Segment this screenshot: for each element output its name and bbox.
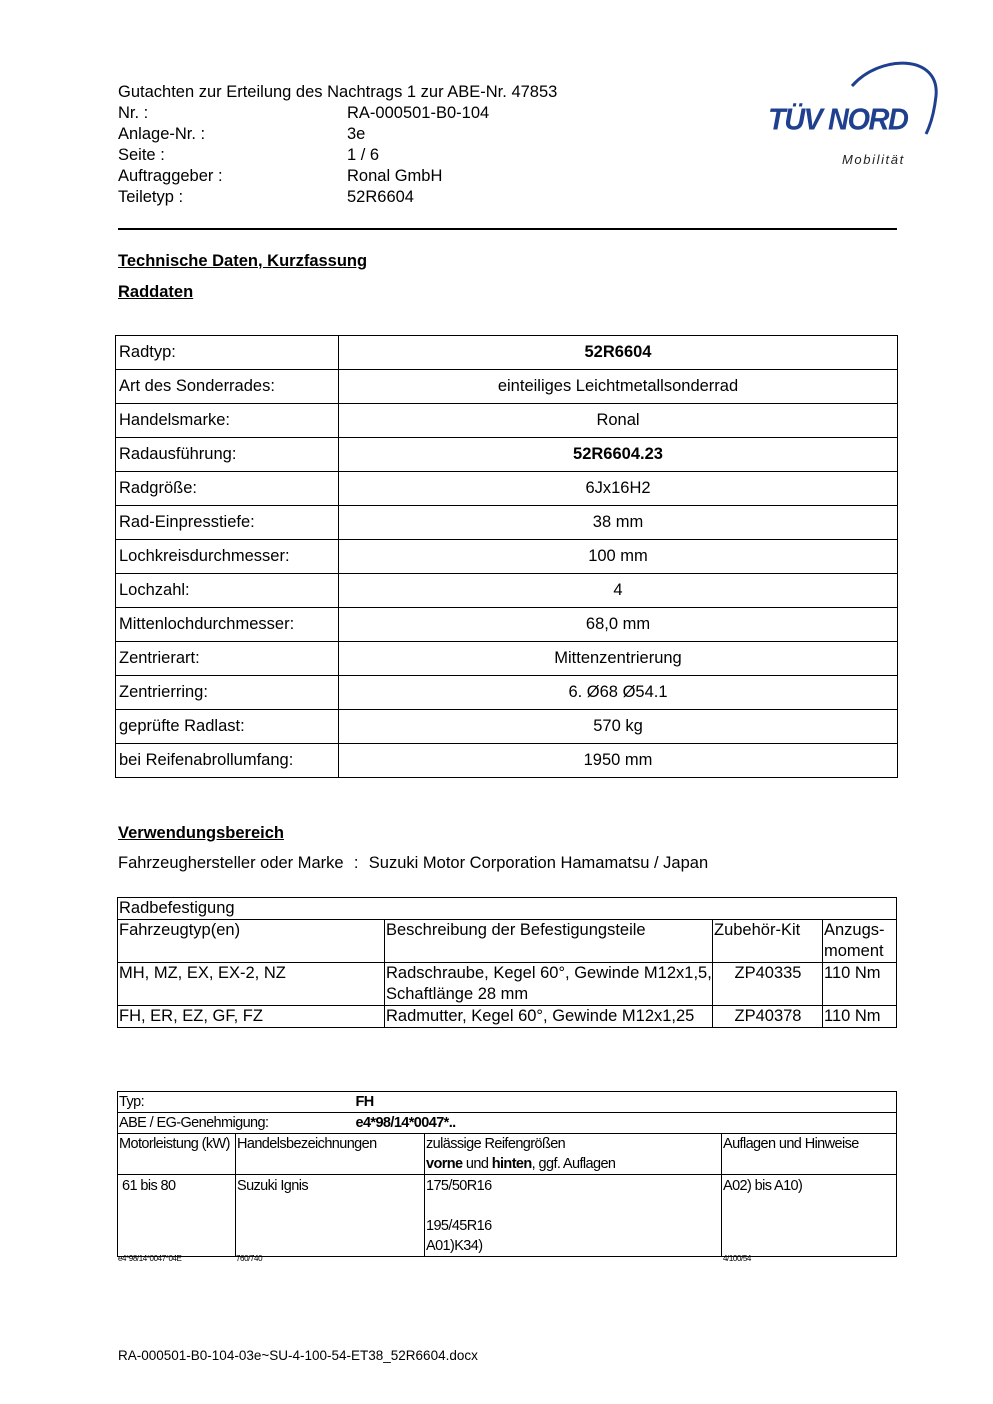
row-value: Ronal	[339, 404, 898, 438]
header-value: 52R6604	[347, 188, 414, 206]
empty-cell	[425, 1092, 897, 1113]
document-header	[118, 82, 557, 208]
reifen-auflagen: A01)K34)	[426, 1238, 483, 1254]
tuev-nord-logo	[760, 56, 942, 176]
row-label: Radtyp:	[116, 336, 339, 370]
header-row-seite	[118, 145, 557, 166]
table-row	[118, 1092, 897, 1113]
typ-label-text: Typ:	[119, 1094, 144, 1110]
column-header: Beschreibung der Befestigungsteile	[385, 920, 713, 963]
zubehoer-kit-cell: ZP40378	[713, 1006, 823, 1028]
column-header: Zubehör-Kit	[713, 920, 823, 963]
heading-raddaten: Raddaten	[118, 283, 194, 301]
fahrzeughersteller-line	[118, 854, 708, 873]
row-value: 38 mm	[339, 506, 898, 540]
reifen-header-rest: , ggf. Auflagen	[531, 1156, 616, 1172]
heading-verwendungsbereich: Verwendungsbereich	[118, 824, 284, 842]
column-header: Motorleistung (kW)	[118, 1134, 236, 1175]
footer-filename: RA-000501-B0-104-03e~SU-4-100-54-ET38_52R6604.docx	[118, 1348, 478, 1363]
reifen-header-vorne: vorne	[426, 1156, 463, 1172]
anzugsmoment-cell: 110 Nm	[823, 1006, 897, 1028]
header-label: Auftraggeber :	[118, 167, 223, 185]
handelsbezeichnung-cell: Suzuki Ignis	[236, 1175, 425, 1257]
row-value: einteiliges Leichtmetallsonderrad	[339, 370, 898, 404]
document-title: Gutachten zur Erteilung des Nachtrags 1 zur ABE-Nr. 47853	[118, 83, 558, 101]
row-label: Radausführung:	[116, 438, 339, 472]
row-label: Zentrierring:	[116, 676, 339, 710]
table-row	[116, 404, 898, 438]
fahrzeugtyp-cell: FH, ER, EZ, GF, FZ	[118, 1006, 385, 1028]
table-row	[118, 1175, 897, 1257]
heading-technische-daten: Technische Daten, Kurzfassung	[118, 252, 368, 270]
typ-label	[118, 1092, 425, 1113]
table-row	[116, 608, 898, 642]
table-header-row	[118, 920, 897, 963]
empty-cell	[425, 1113, 897, 1134]
table-row	[116, 370, 898, 404]
header-label: Seite :	[118, 146, 165, 164]
table-row	[118, 898, 897, 920]
table-title: Radbefestigung	[118, 898, 897, 920]
table-row	[116, 642, 898, 676]
reifen-value: 195/45R16	[426, 1218, 492, 1234]
typ-fh-table	[117, 1091, 897, 1257]
row-value: 4	[339, 574, 898, 608]
row-value: 100 mm	[339, 540, 898, 574]
header-value: 1 / 6	[347, 146, 380, 164]
hersteller-label: Fahrzeughersteller oder Marke	[118, 854, 344, 872]
motorleistung-cell: 61 bis 80	[118, 1175, 236, 1257]
header-value: 3e	[347, 125, 366, 143]
header-row-nr	[118, 103, 557, 124]
anzugsmoment-cell: 110 Nm	[823, 963, 897, 1006]
footnote-weights: 760/740	[236, 1254, 263, 1263]
row-value: 52R6604	[339, 336, 898, 370]
column-header: Anzugs-moment	[823, 920, 897, 963]
reifen-value: 175/50R16	[426, 1178, 492, 1194]
row-label: Zentrierart:	[116, 642, 339, 676]
table-row	[116, 540, 898, 574]
zubehoer-kit-cell: ZP40335	[713, 963, 823, 1006]
table-row	[118, 1006, 897, 1028]
row-value: 68,0 mm	[339, 608, 898, 642]
header-label: Anlage-Nr. :	[118, 125, 206, 143]
table-row	[116, 744, 898, 778]
table-row	[116, 676, 898, 710]
auflagen-cell: A02) bis A10)	[722, 1175, 897, 1257]
row-label: Lochzahl:	[116, 574, 339, 608]
row-value: 6. Ø68 Ø54.1	[339, 676, 898, 710]
row-label: Mittenlochdurchmesser:	[116, 608, 339, 642]
column-header: Fahrzeugtyp(en)	[118, 920, 385, 963]
footnote-approval: e4*98/14*0047*04E	[118, 1254, 182, 1263]
row-label: Handelsmarke:	[116, 404, 339, 438]
column-header: Handelsbezeichnungen	[236, 1134, 425, 1175]
reifen-header-line1: zulässige Reifengrößen	[426, 1136, 566, 1152]
header-row-anlage	[118, 124, 557, 145]
beschreibung-cell: Radmutter, Kegel 60°, Gewinde M12x1,25	[385, 1006, 713, 1028]
logo-subtitle: Mobilität	[842, 152, 905, 167]
row-value: 570 kg	[339, 710, 898, 744]
header-divider	[118, 228, 897, 230]
row-value: Mittenzentrierung	[339, 642, 898, 676]
header-row-auftraggeber	[118, 166, 557, 187]
table-row	[116, 472, 898, 506]
reifengroessen-cell	[425, 1175, 722, 1257]
header-label: Teiletyp :	[118, 188, 184, 206]
row-value: 1950 mm	[339, 744, 898, 778]
row-value: 6Jx16H2	[339, 472, 898, 506]
logo-brand: TÜV NORD	[768, 103, 908, 137]
abe-label-text: ABE / EG-Genehmigung:	[119, 1115, 269, 1131]
reifen-header-und: und	[462, 1156, 492, 1172]
column-header: Auflagen und Hinweise	[722, 1134, 897, 1175]
header-row-teiletyp	[118, 187, 557, 208]
table-row	[116, 336, 898, 370]
beschreibung-cell: Radschraube, Kegel 60°, Gewinde M12x1,5, Schaftlänge 28 mm	[385, 963, 713, 1006]
row-label: Art des Sonderrades:	[116, 370, 339, 404]
table-row	[118, 1113, 897, 1134]
abe-label	[118, 1113, 456, 1134]
header-value: RA-000501-B0-104	[347, 104, 490, 122]
hersteller-separator: :	[353, 854, 359, 872]
table-row	[116, 438, 898, 472]
row-label: Rad-Einpresstiefe:	[116, 506, 339, 540]
table-row	[116, 506, 898, 540]
column-header	[425, 1134, 722, 1175]
spacer	[426, 1196, 721, 1216]
table-row	[118, 963, 897, 1006]
table-header-row	[118, 1134, 897, 1175]
row-value: 52R6604.23	[339, 438, 898, 472]
raddaten-table	[115, 335, 898, 778]
table-row	[116, 710, 898, 744]
header-value: Ronal GmbH	[347, 167, 443, 185]
typ-value: FH	[355, 1094, 374, 1110]
row-label: Lochkreisdurchmesser:	[116, 540, 339, 574]
reifen-header-hinten: hinten	[491, 1156, 532, 1172]
header-label: Nr. :	[118, 104, 149, 122]
row-label: bei Reifenabrollumfang:	[116, 744, 339, 778]
table-row	[116, 574, 898, 608]
hersteller-value: Suzuki Motor Corporation Hamamatsu / Japan	[368, 854, 709, 872]
row-label: Radgröße:	[116, 472, 339, 506]
abe-value: e4*98/14*0047*..	[355, 1115, 456, 1131]
fahrzeugtyp-cell: MH, MZ, EX, EX-2, NZ	[118, 963, 385, 1006]
footnote-bolt-pattern: 4/100/54	[723, 1254, 751, 1263]
row-label: geprüfte Radlast:	[116, 710, 339, 744]
radbefestigung-table	[117, 897, 897, 1028]
